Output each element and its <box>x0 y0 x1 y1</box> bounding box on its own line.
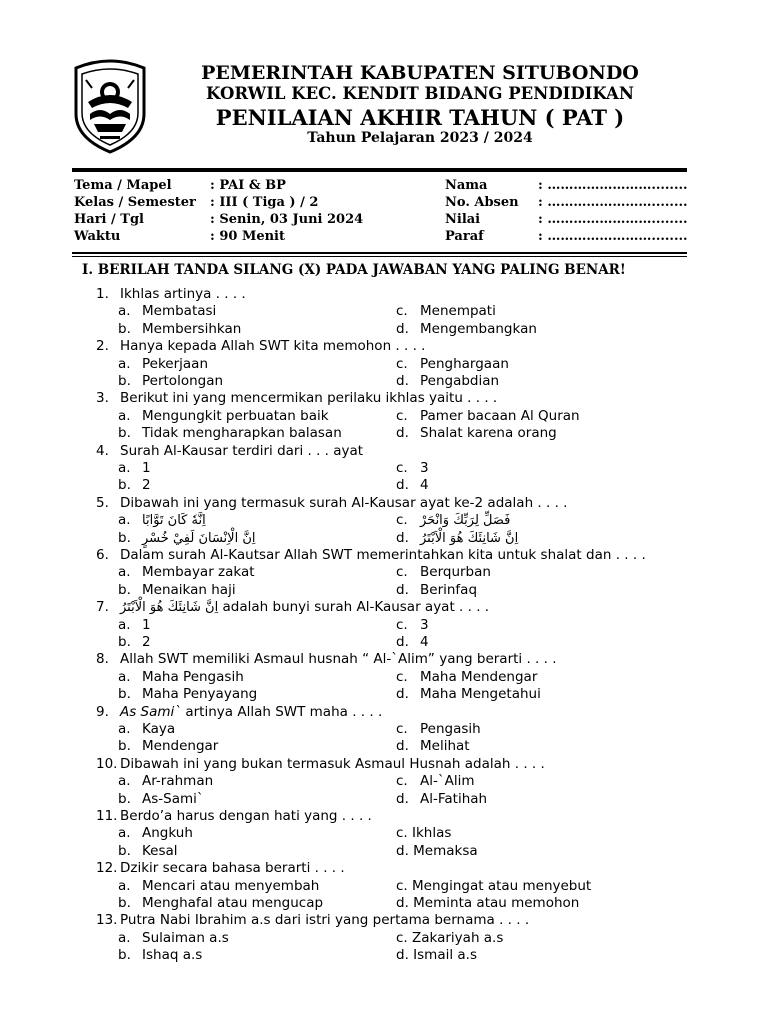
option-text: Pengabdian <box>420 373 500 389</box>
answer-option-c[interactable] <box>396 564 491 580</box>
answer-option-b[interactable] <box>118 425 342 441</box>
answer-option-a[interactable] <box>118 460 151 476</box>
question-stem <box>96 704 382 720</box>
answer-option-b[interactable] <box>118 947 202 963</box>
question-text: Berdo’a harus dengan hati yang . . . . <box>120 808 372 824</box>
answer-option-a[interactable] <box>118 773 213 789</box>
answer-option-a[interactable] <box>118 408 329 424</box>
answer-option-d[interactable] <box>396 686 541 702</box>
question-arabic-verse: اِنَّ شَانِئَكَ هُوَ الْاَبْتَرُ <box>120 600 219 616</box>
option-text: d. Ismail a.s <box>396 947 477 964</box>
info-label-mapel: Tema / Mapel <box>74 178 172 193</box>
option-letter: b. <box>118 947 131 964</box>
option-text: Maha Mendengar <box>420 668 538 685</box>
option-letter: d. <box>396 686 409 703</box>
option-text: Maha Penyayang <box>142 686 258 703</box>
option-letter: a. <box>118 303 131 320</box>
answer-option-d[interactable] <box>396 582 477 598</box>
answer-option-d[interactable] <box>396 530 518 546</box>
info-divider <box>72 252 687 254</box>
option-letter: d. <box>396 634 409 650</box>
option-letter: a. <box>118 668 131 685</box>
option-letter: d. <box>396 320 409 337</box>
question-text: Allah SWT memiliki Asmaul husnah “ Al-`Alim” yang berarti . . . . <box>120 651 557 668</box>
option-letter: b. <box>118 686 131 703</box>
info-label-kelas: Kelas / Semester <box>74 195 196 210</box>
info-label-paraf: Paraf <box>445 229 484 244</box>
exam-title: PENILAIAN AKHIR TAHUN ( PAT ) <box>215 105 625 130</box>
answer-option-b[interactable] <box>118 530 255 546</box>
question-number: 9. <box>96 703 109 720</box>
answer-option-c[interactable] <box>396 773 475 789</box>
answer-option-a[interactable] <box>118 930 229 946</box>
option-letter: d. <box>396 529 409 546</box>
info-label-nilai: Nilai <box>445 212 481 227</box>
question-stem <box>96 547 646 563</box>
info-value-hari: : Senin, 03 Juni 2024 <box>210 212 364 227</box>
answer-option-d[interactable] <box>396 477 429 493</box>
answer-option-c[interactable] <box>396 721 481 737</box>
option-letter: a. <box>118 616 131 633</box>
answer-option-d[interactable] <box>396 634 429 650</box>
answer-option-d[interactable] <box>396 373 499 389</box>
option-text: 1 <box>142 616 151 633</box>
info-label-nama: Nama <box>445 178 488 193</box>
answer-option-b[interactable] <box>118 843 178 859</box>
option-text: c. Mengingat atau menyebut <box>396 877 592 894</box>
question-number: 11. <box>96 808 118 824</box>
option-letter: c. <box>396 773 408 790</box>
option-text: d. Meminta atau memohon <box>396 895 580 911</box>
answer-option-a[interactable] <box>118 564 255 580</box>
info-label-hari: Hari / Tgl <box>74 212 144 227</box>
option-text: c. Ikhlas <box>396 825 452 842</box>
question-text: Berikut ini yang mencermikan perilaku ikhlas yaitu . . . . <box>120 390 498 407</box>
question-text: Dalam surah Al-Kautsar Allah SWT memerintahkan kita untuk shalat dan . . . . <box>120 547 646 563</box>
answer-option-c[interactable] <box>396 512 510 528</box>
question-number: 2. <box>96 338 109 355</box>
question-text: Dibawah ini yang termasuk surah Al-Kausar ayat ke-2 adalah . . . . <box>120 494 568 511</box>
option-text: 2 <box>142 477 151 494</box>
answer-option-d[interactable] <box>396 791 487 807</box>
option-text: Melihat <box>420 738 470 755</box>
option-letter: a. <box>118 564 131 581</box>
question-stem <box>96 599 489 615</box>
option-letter: d. <box>396 477 409 494</box>
option-text: Maha Pengasih <box>142 668 244 685</box>
option-letter: c. <box>396 460 408 476</box>
option-text: Penghargaan <box>420 355 509 372</box>
info-value-mapel: : PAI & BP <box>210 178 286 193</box>
header-government: PEMERINTAH KABUPATEN SITUBONDO <box>201 62 639 84</box>
question-stem <box>96 651 557 667</box>
answer-option-c[interactable] <box>396 303 496 319</box>
question-stem <box>96 286 246 302</box>
option-text: Pekerjaan <box>142 355 209 372</box>
option-text: Mengungkit perbuatan baik <box>142 407 329 424</box>
option-text: Kaya <box>142 721 176 737</box>
option-letter: c. <box>396 564 408 581</box>
option-text: 4 <box>420 477 429 494</box>
option-letter: c. <box>396 616 408 633</box>
info-field-absen[interactable]: : ……………………........ <box>538 195 688 210</box>
option-letter: d. <box>396 790 409 807</box>
option-letter: c. <box>396 721 408 737</box>
answer-option-b[interactable] <box>118 582 236 598</box>
option-text: Kesal <box>142 842 178 859</box>
option-text: Shalat karena orang <box>420 425 557 442</box>
answer-option-b[interactable] <box>118 895 323 911</box>
question-text: adalah bunyi surah Al-Kausar ayat . . . . <box>222 599 490 616</box>
option-letter: a. <box>118 460 131 476</box>
option-letter: b. <box>118 895 131 911</box>
answer-option-b[interactable] <box>118 686 257 702</box>
question-stem <box>96 860 345 876</box>
option-text: 1 <box>142 460 151 476</box>
question-number: 1. <box>96 286 109 302</box>
option-text: 3 <box>420 616 429 633</box>
option-text: اِنَّهٗ كَانَ تَوَّابًا <box>142 513 206 529</box>
option-letter: b. <box>118 320 131 337</box>
option-text: Angkuh <box>142 825 193 842</box>
option-text: 4 <box>420 634 429 650</box>
answer-option-b[interactable] <box>118 321 241 337</box>
question-text: Surah Al-Kausar terdiri dari . . . ayat <box>120 442 364 459</box>
situbondo-emblem-logo <box>70 58 150 154</box>
answer-option-c[interactable] <box>396 825 451 841</box>
answer-option-a[interactable] <box>118 617 151 633</box>
answer-option-b[interactable] <box>118 634 151 650</box>
option-text: Sulaiman a.s <box>142 929 229 946</box>
option-letter: a. <box>118 877 131 894</box>
question-stem <box>96 390 497 406</box>
option-letter: d. <box>396 738 409 755</box>
answer-option-a[interactable] <box>118 512 206 528</box>
option-text: Berinfaq <box>420 581 478 598</box>
answer-option-d[interactable] <box>396 843 478 859</box>
question-stem <box>96 756 545 772</box>
answer-option-d[interactable] <box>396 895 579 911</box>
question-number: 10. <box>96 755 118 772</box>
question-text: artinya Allah SWT maha . . . . <box>185 703 383 720</box>
option-letter: c. <box>396 668 408 685</box>
question-number: 12. <box>96 860 118 877</box>
option-letter: a. <box>118 407 131 424</box>
section-instruction: I. BERILAH TANDA SILANG (X) PADA JAWABAN YANG PALING BENAR! <box>82 262 626 278</box>
option-text: فَصَلِّ لِرَبِّكَ وَانْحَرْ <box>420 513 511 529</box>
option-letter: c. <box>396 303 408 320</box>
option-letter: a. <box>118 825 131 842</box>
question-text: Dzikir secara bahasa berarti . . . . <box>120 860 345 877</box>
option-letter: b. <box>118 373 131 389</box>
info-value-waktu: : 90 Menit <box>210 229 285 244</box>
answer-option-a[interactable] <box>118 303 216 319</box>
answer-option-b[interactable] <box>118 477 151 493</box>
info-field-paraf[interactable]: : ……………………........ <box>538 229 688 244</box>
option-letter: c. <box>396 407 408 424</box>
option-text: Membatasi <box>142 303 217 320</box>
option-text: Ar-rahman <box>142 773 214 790</box>
answer-option-c[interactable] <box>396 930 503 946</box>
answer-option-b[interactable] <box>118 738 218 754</box>
question-text: Dibawah ini yang bukan termasuk Asmaul Husnah adalah . . . . <box>120 755 545 772</box>
option-letter: b. <box>118 842 131 859</box>
info-value-kelas: : III ( Tiga ) / 2 <box>210 195 319 210</box>
option-text: Mengembangkan <box>420 320 537 337</box>
option-text: Mencari atau menyembah <box>142 877 320 894</box>
answer-option-a[interactable] <box>118 721 175 737</box>
header-district-office: KORWIL KEC. KENDIT BIDANG PENDIDIKAN <box>206 84 634 103</box>
answer-option-c[interactable] <box>396 408 580 424</box>
option-text: اِنَّ الْاِنْسَانَ لَفِيْ خُسْرٍ <box>142 530 256 546</box>
option-text: Pamer bacaan Al Quran <box>420 407 580 424</box>
option-letter: a. <box>118 721 131 737</box>
option-letter: b. <box>118 738 131 755</box>
option-text: Menaikan haji <box>142 581 236 598</box>
question-stem <box>96 808 372 824</box>
option-text: Menempati <box>420 303 496 320</box>
answer-option-c[interactable] <box>396 669 537 685</box>
question-number: 6. <box>96 547 109 563</box>
question-stem <box>96 495 567 511</box>
answer-option-c[interactable] <box>396 460 429 476</box>
question-stem <box>96 912 529 928</box>
question-number: 8. <box>96 651 109 668</box>
option-letter: a. <box>118 929 131 946</box>
question-text: Ikhlas artinya . . . . <box>120 286 246 302</box>
option-letter: b. <box>118 425 131 442</box>
question-number: 7. <box>96 599 109 616</box>
option-letter: b. <box>118 477 131 494</box>
option-text: Pengasih <box>420 721 481 737</box>
answer-option-a[interactable] <box>118 878 319 894</box>
answer-option-d[interactable] <box>396 425 557 441</box>
answer-option-a[interactable] <box>118 669 244 685</box>
option-text: d. Memaksa <box>396 842 478 859</box>
option-text: Al-`Alim <box>420 773 475 790</box>
answer-option-c[interactable] <box>396 878 591 894</box>
option-text: Maha Mengetahui <box>420 686 541 703</box>
option-text: Ishaq a.s <box>142 947 203 964</box>
option-text: 3 <box>420 460 429 476</box>
info-field-nama[interactable]: : ……………………........ <box>538 178 688 193</box>
option-text: اِنَّ شَانِئَكَ هُوَ الْاَبْتَرُ <box>420 530 519 546</box>
info-label-waktu: Waktu <box>74 229 121 244</box>
info-label-absen: No. Absen <box>445 195 519 210</box>
info-divider-second <box>72 256 687 257</box>
option-text: Berqurban <box>420 564 491 581</box>
option-text: Membersihkan <box>142 320 242 337</box>
answer-option-b[interactable] <box>118 791 204 807</box>
option-letter: d. <box>396 425 409 442</box>
answer-option-d[interactable] <box>396 738 470 754</box>
question-italic-term: As Sami` <box>120 703 182 720</box>
option-text: Membayar zakat <box>142 564 255 581</box>
question-text: Hanya kepada Allah SWT kita memohon . . . . <box>120 338 426 355</box>
option-letter: b. <box>118 790 131 807</box>
answer-option-a[interactable] <box>118 356 208 372</box>
question-stem <box>96 338 425 354</box>
option-text: 2 <box>142 634 151 650</box>
question-stem <box>96 443 363 459</box>
question-number: 13. <box>96 912 118 929</box>
answer-option-d[interactable] <box>396 321 537 337</box>
info-field-nilai[interactable]: : ……………………........ <box>538 212 688 227</box>
option-text: As-Sami` <box>142 790 204 807</box>
answer-option-a[interactable] <box>118 825 193 841</box>
option-text: Al-Fatihah <box>420 790 488 807</box>
option-letter: b. <box>118 634 131 650</box>
answer-option-c[interactable] <box>396 617 429 633</box>
option-text: c. Zakariyah a.s <box>396 929 504 946</box>
option-letter: a. <box>118 773 131 790</box>
option-letter: c. <box>396 512 408 529</box>
option-letter: d. <box>396 373 409 389</box>
option-letter: a. <box>118 512 131 529</box>
academic-year: Tahun Pelajaran 2023 / 2024 <box>307 130 533 146</box>
option-text: Menghafal atau mengucap <box>142 895 324 911</box>
answer-option-b[interactable] <box>118 373 223 389</box>
option-letter: c. <box>396 355 408 372</box>
option-letter: d. <box>396 581 409 598</box>
option-letter: b. <box>118 529 131 546</box>
question-number: 5. <box>96 494 109 511</box>
option-text: Tidak mengharapkan balasan <box>142 425 342 442</box>
question-number: 4. <box>96 442 109 459</box>
answer-option-c[interactable] <box>396 356 509 372</box>
header-divider-thick <box>72 168 687 172</box>
answer-option-d[interactable] <box>396 947 477 963</box>
question-number: 3. <box>96 390 109 407</box>
option-letter: b. <box>118 581 131 598</box>
option-text: Pertolongan <box>142 373 224 389</box>
question-text: Putra Nabi Ibrahim a.s dari istri yang pertama bernama . . . . <box>120 912 530 929</box>
option-letter: a. <box>118 355 131 372</box>
option-text: Mendengar <box>142 738 219 755</box>
